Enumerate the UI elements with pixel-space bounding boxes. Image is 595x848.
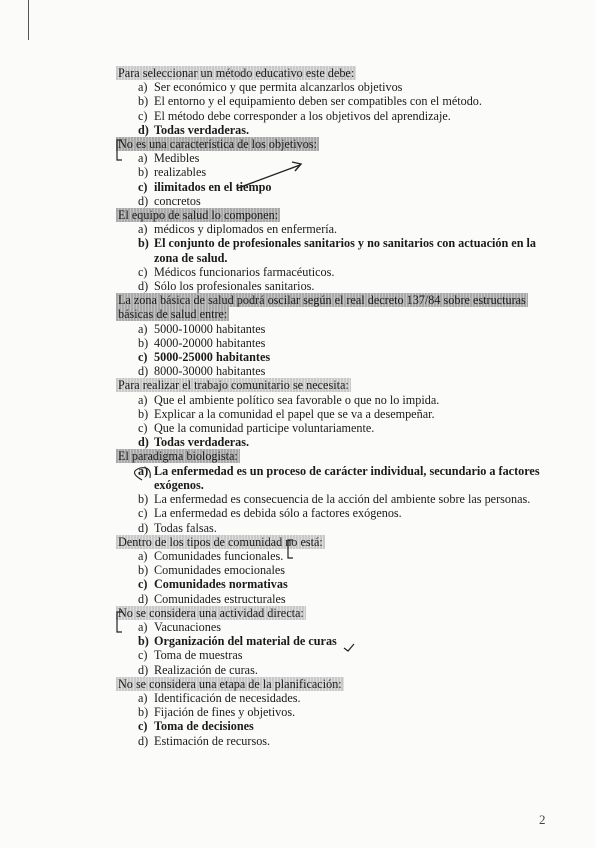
option-a: a) Comunidades funcionales. [138,548,284,563]
option-c-correct: c) Toma de decisiones [138,719,254,734]
option-c: c) Toma de muestras [138,648,243,663]
question-title: No se considera una etapa de la planificación: [118,676,342,691]
option-a: a) médicos y diplomados en enfermería. [138,222,338,237]
option-b: b) El entorno y el equipamiento deben ser compatibles con el método. [138,94,482,109]
question-8 [116,606,556,677]
option-a-correct: a) La enfermedad es un proceso de carácter individual, secundario a factores exógenos. [138,463,540,492]
question-title: Para realizar el trabajo comunitario se necesita: [118,378,349,393]
option-d-correct: d) Todas verdaderas. [138,122,250,137]
option-d: d) Sólo los profesionales sanitarios. [138,279,315,294]
question-2 [116,137,556,208]
option-b: b) Explicar a la comunidad el papel que se va a desempeñar. [138,406,435,421]
option-c: c) Que la comunidad participe voluntariamente. [138,421,375,436]
option-b: b) La enfermedad es consecuencia de la acción del ambiente sobre las personas. [138,492,531,507]
option-a: a) Que el ambiente político sea favorable o que no lo impida. [138,392,440,407]
question-7 [116,535,556,606]
question-title: El paradigma biologista: [118,449,238,464]
question-title: La zona básica de salud podrá oscilar según el real decreto 137/84 sobre estructuras básicas de salud entre: [118,293,526,322]
option-d: d) 8000-30000 habitantes [138,364,266,379]
option-d-correct: d) Todas verdaderas. [138,435,250,450]
question-title: El equipo de salud lo componen: [118,208,279,223]
option-a: a) Identificación de necesidades. [138,690,301,705]
option-d: d) Todas falsas. [138,520,217,535]
option-a: a) Ser económico y que permita alcanzarlos objetivos [138,80,403,95]
question-list [116,66,556,748]
question-9 [116,677,556,748]
option-b: b) 4000-20000 habitantes [138,335,266,350]
question-title: Para seleccionar un método educativo este debe: [118,66,355,80]
option-c: c) La enfermedad es debida sólo a factores exógenos. [138,506,402,521]
option-a: a) Medibles [138,151,200,166]
option-b: b) Fijación de fines y objetivos. [138,705,296,720]
question-1 [116,66,556,137]
option-d: d) concretos [138,193,201,208]
question-title: No se considera una actividad directa: [118,605,304,620]
option-b-correct: b) Organización del material de curas [138,634,337,649]
question-4 [116,293,556,378]
option-c-correct: c) 5000-25000 habitantes [138,350,271,365]
option-b: b) Comunidades emocionales [138,563,285,578]
question-3 [116,208,556,293]
option-b-correct: b) El conjunto de profesionales sanitarios y no sanitarios con actuación en la zona de salud. [138,236,537,265]
option-d: d) Comunidades estructurales [138,591,286,606]
margin-line [28,0,29,40]
option-c: c) Médicos funcionarios farmacéuticos. [138,264,335,279]
option-d: d) Estimación de recursos. [138,733,271,748]
option-d: d) Realización de curas. [138,662,258,677]
page-number: 2 [539,812,546,827]
question-title: Dentro de los tipos de comunidad no está: [118,534,323,549]
question-title: No es una característica de los objetivos: [118,137,317,152]
option-c: c) El método debe corresponder a los objetivos del aprendizaje. [138,108,451,123]
option-c-correct: c) ilimitados en el tiempo [138,179,272,194]
option-a: a) Vacunaciones [138,619,222,634]
question-6 [116,449,556,534]
option-a: a) 5000-10000 habitantes [138,321,266,336]
question-5 [116,378,556,449]
option-c-correct: c) Comunidades normativas [138,577,288,592]
option-b: b) realizables [138,165,207,180]
